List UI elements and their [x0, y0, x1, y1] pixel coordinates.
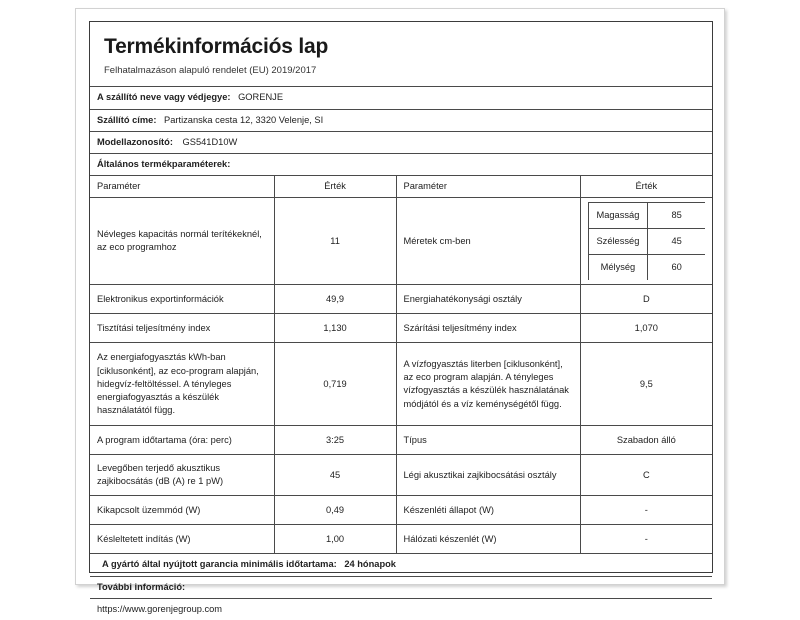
warranty-label: A gyártó által nyújtott garancia minimális időtartama:	[102, 559, 337, 570]
row-value-capacity: 11	[274, 198, 396, 285]
product-parameters-table	[90, 86, 712, 620]
row-label-off-mode: Kikapcsolt üzemmód (W)	[90, 496, 274, 525]
table-row	[90, 455, 712, 496]
table-row	[90, 426, 712, 455]
dimension-name-width: Szélesség	[588, 229, 648, 255]
dimension-name-height: Magasság	[588, 203, 648, 229]
supplier-address-row	[90, 109, 712, 131]
row-value-energy-class: D	[580, 285, 712, 314]
row-label-water-consumption: A vízfogyasztás literben [ciklusonként], az eco program alapján. A tényleges vízfogyasztás a készülék használatának módjától és a víz keménységétől függ.	[396, 343, 580, 426]
table-row	[90, 198, 712, 285]
warranty-row	[90, 554, 712, 576]
dimension-value-depth: 60	[648, 255, 705, 281]
dimension-value-height: 85	[648, 203, 705, 229]
row-value-noise-class: C	[580, 455, 712, 496]
dimension-name-depth: Mélység	[588, 255, 648, 281]
dimension-row-width	[588, 229, 705, 255]
row-label-standby: Készenléti állapot (W)	[396, 496, 580, 525]
model-identifier-row	[90, 131, 712, 153]
table-row	[90, 343, 712, 426]
table-row	[90, 285, 712, 314]
row-label-noise-emission: Levegőben terjedő akusztikus zajkibocsátás (dB (A) re 1 pW)	[90, 455, 274, 496]
row-value-water-consumption: 9,5	[580, 343, 712, 426]
row-label-energy-consumption: Az energiafogyasztás kWh-ban [ciklusonként], az eco-program alapján, hidegvíz-feltöltéssel. A tényleges energiafogyasztás a készülék használatától függ.	[90, 343, 274, 426]
row-label-program-duration: A program időtartama (óra: perc)	[90, 426, 274, 455]
row-value-drying-index: 1,070	[580, 314, 712, 343]
general-parameters-section-row	[90, 154, 712, 176]
document-page	[75, 8, 725, 614]
row-label-delay-start: Késleltetett indítás (W)	[90, 525, 274, 554]
column-header-param-left: Paraméter	[90, 176, 274, 198]
dimension-row-height	[588, 203, 705, 229]
row-value-network-standby: -	[580, 525, 712, 554]
row-value-program-duration: 3:25	[274, 426, 396, 455]
row-value-standby: -	[580, 496, 712, 525]
dimensions-subtable-cell	[580, 198, 712, 285]
supplier-name-value: GORENJE	[238, 92, 284, 103]
column-header-value-right: Érték	[580, 176, 712, 198]
page-title: Termékinformációs lap	[104, 35, 329, 58]
model-identifier-value: GS541D10W	[182, 136, 238, 147]
row-value-type: Szabadon álló	[580, 426, 712, 455]
row-value-energy-consumption: 0,719	[274, 343, 396, 426]
row-label-cleaning-index: Tisztítási teljesítmény index	[90, 314, 274, 343]
row-label-dimensions: Méretek cm-ben	[396, 198, 580, 285]
product-information-sheet	[89, 21, 713, 614]
column-header-param-right: Paraméter	[396, 176, 580, 198]
row-label-capacity: Névleges kapacitás normál terítékeknél, az eco programhoz	[90, 198, 274, 285]
dimension-row-depth	[588, 255, 705, 281]
row-value-cleaning-index: 1,130	[274, 314, 396, 343]
row-value-off-mode: 0,49	[274, 496, 396, 525]
row-label-drying-index: Szárítási teljesítmény index	[396, 314, 580, 343]
column-header-row	[90, 176, 712, 198]
supplier-address-value: Partizanska cesta 12, 3320 Velenje, SI	[164, 114, 324, 125]
product-url[interactable]: https://www.gorenjegroup.com	[90, 598, 712, 620]
row-label-type: Típus	[396, 426, 580, 455]
row-label-energy-class: Energiahatékonysági osztály	[396, 285, 580, 314]
general-parameters-heading: Általános termékparaméterek:	[90, 154, 712, 176]
more-info-row	[90, 576, 712, 598]
dimensions-subtable	[588, 202, 705, 280]
row-value-delay-start: 1,00	[274, 525, 396, 554]
page-subtitle: Felhatalmazáson alapuló rendelet (EU) 2019/2017	[104, 65, 317, 77]
row-label-network-standby: Hálózati készenlét (W)	[396, 525, 580, 554]
column-header-value-left: Érték	[274, 176, 396, 198]
document-header	[90, 22, 712, 86]
row-value-export-info: 49,9	[274, 285, 396, 314]
table-row	[90, 525, 712, 554]
model-identifier-label: Modellazonosító:	[97, 136, 173, 147]
supplier-name-label: A szállító neve vagy védjegye:	[97, 92, 231, 103]
dimension-value-width: 45	[648, 229, 705, 255]
row-value-noise-emission: 45	[274, 455, 396, 496]
table-row	[90, 314, 712, 343]
supplier-name-row	[90, 87, 712, 109]
warranty-value: 24 hónapok	[344, 559, 396, 570]
row-label-export-info: Elektronikus exportinformációk	[90, 285, 274, 314]
more-info-label: További információ:	[90, 576, 712, 598]
url-row	[90, 598, 712, 620]
supplier-address-label: Szállító címe:	[97, 114, 157, 125]
row-label-noise-class: Légi akusztikai zajkibocsátási osztály	[396, 455, 580, 496]
table-row	[90, 496, 712, 525]
